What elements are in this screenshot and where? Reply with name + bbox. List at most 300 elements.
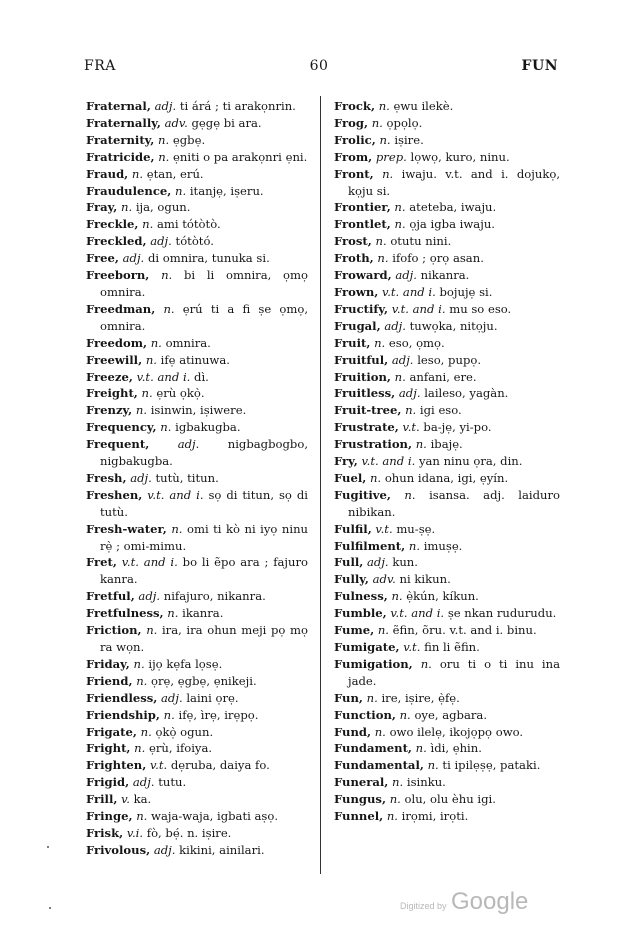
digitized-watermark	[400, 888, 528, 916]
entry-part-of-speech: n.	[134, 741, 146, 756]
entry-definition: ni kikun.	[399, 572, 451, 587]
entry-definition: ohun idana, igi, ẹyín.	[384, 470, 509, 485]
entry-definition: fin li ẽfin.	[424, 640, 480, 654]
column-divider	[320, 96, 321, 874]
entry-headword: Funeral,	[334, 775, 389, 790]
entry-part-of-speech: n.	[163, 707, 175, 722]
entry-part-of-speech: n.	[163, 301, 175, 316]
running-head-left: FRA	[84, 58, 116, 74]
entry-definition: fò, bẹ́. n. iṣire.	[146, 825, 232, 840]
dictionary-entry	[86, 842, 308, 859]
entry-headword: Fretful,	[86, 589, 135, 604]
dictionary-entry	[334, 622, 560, 639]
entry-part-of-speech: n.	[136, 809, 148, 824]
entry-headword: Fundamental,	[334, 758, 424, 773]
entry-part-of-speech: n.	[142, 217, 154, 232]
dictionary-entry	[334, 166, 560, 200]
dictionary-entry	[86, 369, 308, 386]
dictionary-entry	[86, 98, 308, 115]
entry-definition: oye, agbara.	[414, 707, 488, 722]
entry-definition: nigbagbogbo, nigbakugba.	[100, 437, 309, 469]
entry-part-of-speech: n.	[135, 403, 148, 418]
dictionary-entry	[334, 98, 560, 115]
dictionary-entry	[86, 707, 308, 724]
entry-part-of-speech: n.	[382, 166, 394, 181]
dictionary-entry	[86, 470, 308, 487]
entry-headword: Fruit-tree,	[334, 403, 402, 418]
entry-part-of-speech: n.	[378, 99, 390, 113]
entry-headword: Froth,	[334, 251, 374, 266]
entry-headword: Frighten,	[86, 758, 147, 773]
dictionary-entry	[86, 605, 308, 622]
entry-part-of-speech: n.	[420, 656, 432, 671]
entry-headword: Freewill,	[86, 352, 143, 367]
entry-headword: Friend,	[86, 673, 133, 688]
dictionary-entry	[86, 132, 308, 149]
entry-headword: Freight,	[86, 386, 138, 401]
dictionary-entry	[86, 740, 308, 757]
entry-headword: Fright,	[86, 741, 131, 756]
entry-part-of-speech: v.t.	[149, 758, 168, 773]
entry-headword: Fulfilment,	[334, 538, 406, 553]
dictionary-entry	[86, 233, 308, 250]
entry-headword: Friction,	[86, 623, 142, 638]
entry-definition: otutu nini.	[390, 234, 452, 249]
entry-headword: Frolic,	[334, 132, 376, 147]
entry-definition: anfani, ere.	[409, 369, 477, 384]
entry-part-of-speech: n.	[394, 200, 406, 215]
entry-headword: Fumigation,	[334, 656, 413, 671]
dictionary-entry	[334, 318, 560, 335]
entry-definition: ifofo ; ọrọ asan.	[392, 251, 484, 266]
dictionary-entry	[334, 233, 560, 250]
dictionary-entry	[334, 301, 560, 318]
entry-headword: Fraudulence,	[86, 183, 172, 198]
dictionary-entry	[334, 554, 560, 571]
entry-part-of-speech: n.	[171, 521, 183, 536]
dictionary-entry	[334, 740, 560, 757]
dictionary-entry	[86, 774, 308, 791]
entry-part-of-speech: prep.	[375, 149, 407, 164]
dictionary-entry	[334, 808, 560, 825]
dictionary-entry	[86, 690, 308, 707]
entry-definition: tuwọka, nitọju.	[409, 318, 498, 333]
entry-part-of-speech: adj.	[395, 268, 417, 283]
entry-part-of-speech: v.t. and i.	[147, 487, 204, 502]
dictionary-entry	[86, 199, 308, 216]
entry-part-of-speech: v.t. and i.	[121, 555, 178, 570]
entry-definition: oru ti o ti inu ina jade.	[348, 656, 561, 688]
entry-definition: lọwọ, kuro, ninu.	[410, 149, 510, 164]
entry-definition: ọpọlọ.	[386, 115, 423, 130]
entry-definition: ẽfin, õru. v.t. and i. binu.	[392, 623, 537, 638]
dictionary-entry	[86, 825, 308, 842]
entry-headword: Frontier,	[334, 200, 391, 215]
entry-headword: Frequent,	[86, 437, 150, 452]
entry-part-of-speech: n.	[146, 623, 158, 638]
entry-headword: Fuel,	[334, 470, 367, 485]
entry-definition: di omnira, tunuka si.	[147, 251, 270, 266]
entry-definition: ija, ogun.	[135, 200, 191, 215]
entry-definition: ijọ kẹfa lọsẹ.	[148, 656, 223, 671]
entry-headword: Fund,	[334, 724, 372, 739]
entry-part-of-speech: adj.	[154, 99, 177, 113]
entry-headword: Frock,	[334, 99, 375, 113]
entry-definition: igbakugba.	[175, 420, 241, 435]
entry-part-of-speech: n.	[150, 335, 162, 350]
entry-definition: ẹrù, ifoiya.	[149, 741, 213, 756]
entry-headword: Frustration,	[334, 437, 413, 452]
entry-headword: Frisk,	[86, 825, 124, 840]
entry-part-of-speech: n.	[374, 335, 386, 350]
entry-definition: ẹtan, erú.	[146, 166, 204, 181]
dictionary-entry	[334, 402, 560, 419]
entry-part-of-speech: n.	[386, 809, 398, 824]
margin-speck	[49, 907, 51, 909]
entry-headword: Fraud,	[86, 166, 129, 181]
entry-headword: From,	[334, 149, 373, 164]
entry-part-of-speech: n.	[133, 656, 145, 671]
entry-definition: owo ilelẹ, ikojọpọ owo.	[389, 724, 524, 739]
entry-definition: ifẹ atinuwa.	[160, 352, 230, 367]
entry-headword: Friendless,	[86, 690, 158, 705]
entry-definition: ba-jẹ, yi-po.	[423, 420, 492, 435]
entry-headword: Fraternal,	[86, 99, 151, 113]
dictionary-entry	[86, 622, 308, 656]
entry-definition: ira, ira ohun meji pọ mọ ra wọn.	[100, 623, 308, 654]
entry-definition: irọmi, irọti.	[401, 809, 469, 824]
dictionary-entry	[86, 115, 308, 132]
entry-part-of-speech: n.	[427, 758, 439, 773]
entry-part-of-speech: v.t.	[402, 420, 420, 435]
entry-part-of-speech: v.t. and i.	[136, 369, 191, 384]
entry-headword: Frost,	[334, 234, 372, 249]
entry-headword: Fruitful,	[334, 352, 389, 367]
entry-headword: Fun,	[334, 690, 363, 705]
entry-definition: ti ipilẹṣẹ, pataki.	[442, 758, 541, 773]
entry-headword: Frigate,	[86, 724, 137, 739]
entry-part-of-speech: n.	[167, 606, 179, 621]
dictionary-entry	[334, 571, 560, 588]
entry-definition: nikanra.	[420, 268, 470, 283]
dictionary-entry	[334, 690, 560, 707]
dictionary-entry	[86, 724, 308, 741]
entry-headword: Fret,	[86, 555, 117, 570]
entry-definition: ka.	[133, 792, 152, 807]
dictionary-entry	[334, 791, 560, 808]
entry-part-of-speech: n.	[375, 234, 387, 249]
margin-speck	[47, 846, 49, 848]
entry-headword: Froward,	[334, 268, 392, 283]
dictionary-entry	[86, 402, 308, 419]
entry-definition: olu, olu èhu igi.	[404, 792, 496, 807]
entry-headword: Front,	[334, 166, 374, 181]
dictionary-entry	[334, 115, 560, 132]
dictionary-entry	[334, 132, 560, 149]
entry-part-of-speech: v.	[121, 792, 130, 807]
entry-headword: Fruition,	[334, 369, 391, 384]
dictionary-entry	[334, 149, 560, 166]
entry-part-of-speech: n.	[389, 792, 401, 807]
dictionary-entry	[86, 166, 308, 183]
entry-part-of-speech: v.t.	[403, 640, 421, 654]
entry-part-of-speech: n.	[374, 724, 386, 739]
entry-part-of-speech: adj.	[384, 318, 406, 333]
entry-headword: Fraternity,	[86, 132, 155, 147]
entry-part-of-speech: adj.	[150, 234, 172, 249]
entry-part-of-speech: n.	[121, 200, 133, 215]
dictionary-entry	[86, 673, 308, 690]
entry-headword: Freckled,	[86, 234, 147, 249]
entry-part-of-speech: n.	[141, 386, 153, 401]
dictionary-entry	[86, 656, 308, 673]
entry-definition: sọ di titun, sọ di tutù.	[100, 487, 308, 519]
entry-headword: Fry,	[334, 454, 358, 469]
dictionary-entry	[334, 199, 560, 216]
entry-definition: ẹrú ti a fi ṣe ọmọ, omnira.	[100, 301, 309, 333]
entry-part-of-speech: adj.	[130, 470, 152, 485]
entry-headword: Frown,	[334, 284, 379, 299]
entry-part-of-speech: adj.	[132, 775, 155, 790]
dictionary-entry	[86, 183, 308, 200]
dictionary-entry	[86, 521, 308, 555]
entry-headword: Freeborn,	[86, 268, 150, 283]
entry-part-of-speech: v.t. and i.	[390, 606, 445, 621]
entry-definition: bojujẹ si.	[439, 284, 493, 299]
entry-part-of-speech: adj.	[122, 251, 145, 266]
dictionary-entry	[334, 352, 560, 369]
entry-definition: ifẹ, ìrẹ, irẹpọ.	[178, 707, 259, 722]
dictionary-entry	[334, 757, 560, 774]
entry-part-of-speech: n.	[136, 673, 148, 688]
entry-definition: nifajuro, nikanra.	[163, 589, 266, 604]
entry-definition: tutù, titun.	[155, 470, 219, 485]
entry-part-of-speech: adj.	[138, 589, 161, 604]
entry-headword: Frustrate,	[334, 420, 399, 435]
entry-definition: ṣe nkan rudurudu.	[447, 606, 557, 621]
dictionary-entry	[334, 707, 560, 724]
entry-headword: Fumigate,	[334, 640, 400, 654]
entry-definition: ẹ̀kún, kíkun.	[406, 589, 479, 604]
dictionary-entry	[334, 369, 560, 386]
entry-headword: Freshen,	[86, 487, 143, 502]
dictionary-entry	[334, 588, 560, 605]
entry-definition: bo li ẽpo ara ; fajuro kanra.	[100, 555, 308, 587]
dictionary-entry	[334, 774, 560, 791]
entry-definition: ẹniti o pa arakọnri ẹni.	[173, 149, 308, 164]
running-head-right: FUN	[521, 58, 558, 74]
entry-headword: Fundament,	[334, 741, 412, 756]
entry-headword: Freckle,	[86, 217, 139, 232]
page-number: 60	[309, 58, 329, 74]
dictionary-entry	[334, 656, 560, 690]
entry-definition: omi ti kò ni iyọ ninu rẹ̀ ; omi-mimu.	[100, 521, 308, 553]
dictionary-entry	[334, 419, 560, 436]
entry-headword: Frill,	[86, 792, 118, 807]
entry-part-of-speech: n.	[161, 268, 173, 283]
entry-headword: Fraternally,	[86, 115, 161, 130]
entry-part-of-speech: n.	[158, 149, 170, 164]
dictionary-entry	[86, 436, 308, 470]
dictionary-entry	[86, 267, 308, 301]
entry-part-of-speech: n.	[394, 369, 406, 384]
dictionary-entry	[334, 487, 560, 521]
entry-headword: Frigid,	[86, 775, 130, 790]
entry-part-of-speech: n.	[394, 217, 406, 232]
dictionary-entry	[86, 554, 308, 588]
entry-part-of-speech: n.	[415, 437, 427, 452]
entry-definition: mu so eso.	[449, 301, 512, 316]
entry-part-of-speech: n.	[415, 741, 427, 756]
entry-part-of-speech: n.	[174, 183, 187, 198]
dictionary-entry	[86, 757, 308, 774]
entry-part-of-speech: v.t.	[375, 521, 393, 536]
entry-definition: gẹgẹ bi ara.	[191, 115, 262, 130]
dictionary-entry	[86, 352, 308, 369]
entry-definition: laileso, yagàn.	[424, 386, 509, 401]
entry-part-of-speech: adj.	[391, 352, 414, 367]
entry-headword: Fringe,	[86, 809, 133, 824]
entry-part-of-speech: n.	[405, 403, 417, 418]
entry-part-of-speech: n.	[160, 420, 172, 435]
entry-headword: Funnel,	[334, 809, 384, 824]
entry-headword: Freeze,	[86, 369, 133, 384]
entry-headword: Fruitless,	[334, 386, 396, 401]
dictionary-entry	[86, 791, 308, 808]
entry-part-of-speech: adj.	[153, 842, 176, 857]
entry-part-of-speech: n.	[371, 115, 383, 130]
dictionary-entry	[334, 453, 560, 470]
dictionary-entry	[86, 149, 308, 166]
dictionary-entry	[334, 639, 560, 656]
entry-definition: ti árá ; ti arakọnrin.	[179, 99, 296, 113]
dictionary-entry	[334, 335, 560, 352]
left-column	[86, 98, 308, 859]
entry-headword: Frequency,	[86, 420, 157, 435]
dictionary-entry	[86, 419, 308, 436]
entry-definition: ẹwu ilekè.	[393, 99, 454, 113]
entry-part-of-speech: v.t. and i.	[391, 301, 446, 316]
dictionary-entry	[86, 216, 308, 233]
entry-headword: Free,	[86, 251, 119, 266]
entry-definition: omnira.	[165, 335, 211, 350]
entry-definition: igi eso.	[419, 403, 462, 418]
entry-part-of-speech: n.	[392, 775, 404, 790]
entry-definition: ọkọ̀ ogun.	[155, 724, 214, 739]
watermark-brand: Google	[450, 888, 529, 915]
entry-headword: Fretfulness,	[86, 606, 164, 621]
entry-definition: mu-ṣẹ.	[396, 521, 436, 536]
entry-headword: Fresh-water,	[86, 521, 167, 536]
entry-part-of-speech: n.	[145, 352, 157, 367]
entry-part-of-speech: n.	[377, 251, 389, 266]
entry-headword: Friendship,	[86, 707, 160, 722]
entry-headword: Fully,	[334, 572, 369, 587]
entry-definition: eso, ọmọ.	[388, 335, 445, 350]
entry-headword: Friday,	[86, 656, 130, 671]
entry-part-of-speech: adv.	[372, 572, 396, 587]
entry-definition: isinku.	[406, 775, 446, 790]
right-column	[334, 98, 560, 825]
entry-definition: ibajẹ.	[430, 437, 463, 452]
entry-definition: isansa. adj. laiduro nibikan.	[348, 487, 561, 519]
dictionary-entry	[334, 436, 560, 453]
entry-definition: ẹgbẹ.	[172, 132, 206, 147]
entry-part-of-speech: n.	[140, 724, 152, 739]
entry-definition: ikanra.	[182, 606, 224, 621]
dictionary-entry	[86, 808, 308, 825]
entry-definition: kikini, ainilari.	[179, 842, 265, 857]
entry-headword: Fructify,	[334, 301, 389, 316]
entry-definition: dẹruba, daiya fo.	[170, 758, 270, 773]
entry-definition: bi li omnira, ọmọ omnira.	[100, 268, 308, 299]
entry-definition: dì.	[194, 369, 209, 384]
entry-headword: Frontlet,	[334, 217, 391, 232]
entry-headword: Fulness,	[334, 589, 388, 604]
entry-part-of-speech: n.	[366, 690, 378, 705]
dictionary-entry	[86, 588, 308, 605]
entry-definition: kun.	[392, 555, 418, 570]
dictionary-entry	[334, 538, 560, 555]
entry-headword: Fungus,	[334, 792, 386, 807]
dictionary-entry	[334, 216, 560, 233]
entry-part-of-speech: n.	[369, 470, 382, 485]
entry-definition: itanjẹ, iṣeru.	[189, 183, 264, 198]
entry-definition: isinwin, iṣiwere.	[150, 403, 247, 418]
entry-headword: Freedman,	[86, 301, 156, 316]
entry-definition: ami tótòtò.	[156, 217, 221, 232]
entry-headword: Fratricide,	[86, 149, 155, 164]
entry-part-of-speech: n.	[391, 589, 403, 604]
entry-part-of-speech: v.t. and i.	[382, 284, 436, 299]
dictionary-entry	[334, 250, 560, 267]
entry-part-of-speech: adj.	[367, 555, 389, 570]
dictionary-entry	[334, 267, 560, 284]
entry-part-of-speech: adj.	[398, 386, 421, 401]
dictionary-entry	[334, 521, 560, 538]
entry-headword: Fugitive,	[334, 487, 391, 502]
entry-definition: ọrẹ, ẹgbẹ, ẹnikeji.	[151, 673, 257, 688]
entry-definition: ọja igba iwaju.	[409, 217, 495, 232]
entry-headword: Frenzy,	[86, 403, 133, 418]
entry-headword: Function,	[334, 707, 396, 722]
entry-definition: iwaju. v.t. and i. dojukọ, kọju si.	[348, 166, 561, 198]
entry-part-of-speech: v.t. and i.	[361, 454, 416, 469]
entry-part-of-speech: n.	[131, 166, 144, 181]
entry-part-of-speech: n.	[408, 538, 421, 553]
entry-headword: Fumble,	[334, 606, 387, 621]
dictionary-entry	[86, 301, 308, 335]
entry-part-of-speech: n.	[404, 487, 416, 502]
entry-headword: Full,	[334, 555, 364, 570]
entry-part-of-speech: adv.	[164, 115, 188, 130]
entry-definition: yan ninu ọra, din.	[418, 454, 523, 469]
entry-part-of-speech: n.	[379, 132, 391, 147]
entry-definition: tutu.	[158, 775, 187, 790]
entry-definition: ateteba, iwaju.	[409, 200, 497, 215]
entry-definition: ẹrù ọkọ̀.	[156, 386, 205, 401]
dictionary-entry	[86, 385, 308, 402]
entry-part-of-speech: n.	[377, 623, 389, 638]
entry-definition: iṣire.	[394, 132, 424, 147]
entry-part-of-speech: adj.	[177, 437, 200, 452]
watermark-prefix: Digitized by	[400, 901, 447, 911]
entry-definition: ìdi, ẹhin.	[430, 741, 482, 756]
entry-definition: leso, pupọ.	[417, 352, 482, 367]
entry-part-of-speech: v.i.	[126, 825, 144, 840]
entry-headword: Fresh,	[86, 470, 127, 485]
entry-part-of-speech: n.	[399, 707, 411, 722]
